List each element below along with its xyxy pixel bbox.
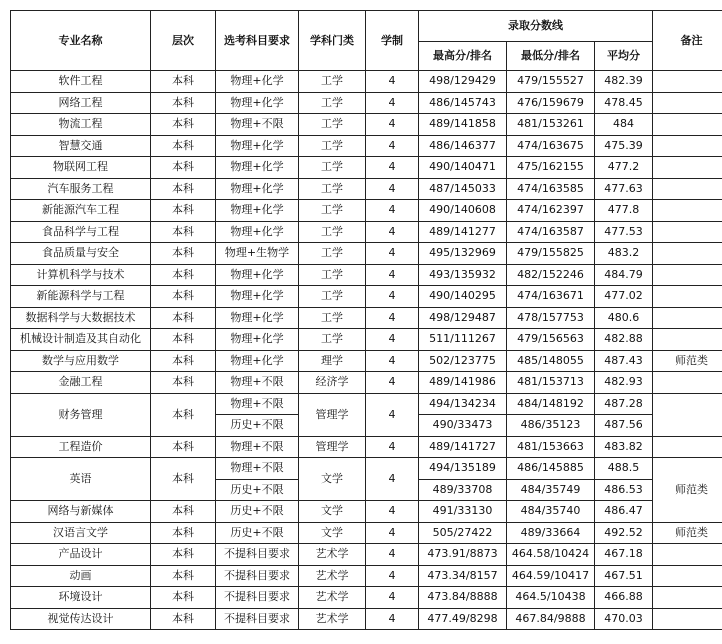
requirement-cell: 物理+化学 [216,286,299,308]
header-duration: 学制 [366,11,419,71]
duration-cell: 4 [366,393,419,436]
average-cell: 477.63 [595,178,653,200]
table-row [11,393,722,415]
lowest-cell: 464.59/10417 [507,565,595,587]
category-cell: 工学 [299,92,366,114]
average-cell: 486.47 [595,501,653,523]
lowest-cell: 486/145885 [507,458,595,480]
table-row [11,350,722,372]
note-cell: 师范类 [653,522,722,544]
level-cell: 本科 [151,178,216,200]
average-cell: 482.88 [595,329,653,351]
lowest-cell: 485/148055 [507,350,595,372]
duration-cell: 4 [366,135,419,157]
table-row [11,501,722,523]
highest-cell: 498/129429 [419,71,507,93]
category-cell: 艺术学 [299,544,366,566]
requirement-cell: 不提科目要求 [216,565,299,587]
duration-cell: 4 [366,157,419,179]
highest-cell: 477.49/8298 [419,608,507,630]
highest-cell: 489/33708 [419,479,507,501]
requirement-cell: 物理+化学 [216,135,299,157]
average-cell: 466.88 [595,587,653,609]
table-row [11,114,722,136]
highest-cell: 502/123775 [419,350,507,372]
duration-cell: 4 [366,286,419,308]
duration-cell: 4 [366,544,419,566]
major-cell: 食品质量与安全 [11,243,151,265]
table-row [11,458,722,480]
average-cell: 477.2 [595,157,653,179]
requirement-cell: 物理+化学 [216,221,299,243]
category-cell: 管理学 [299,393,366,436]
table-row [11,264,722,286]
average-cell: 487.56 [595,415,653,437]
duration-cell: 4 [366,243,419,265]
level-cell: 本科 [151,501,216,523]
level-cell: 本科 [151,221,216,243]
requirement-cell: 物理+化学 [216,200,299,222]
average-cell: 483.82 [595,436,653,458]
table-row [11,221,722,243]
category-cell: 工学 [299,178,366,200]
duration-cell: 4 [366,436,419,458]
average-cell: 482.93 [595,372,653,394]
category-cell: 文学 [299,522,366,544]
lowest-cell: 464.5/10438 [507,587,595,609]
average-cell: 478.45 [595,92,653,114]
lowest-cell: 479/156563 [507,329,595,351]
major-cell: 金融工程 [11,372,151,394]
average-cell: 487.28 [595,393,653,415]
table-row [11,92,722,114]
note-cell [653,200,722,222]
level-cell: 本科 [151,135,216,157]
table-row [11,587,722,609]
highest-cell: 490/33473 [419,415,507,437]
requirement-cell: 物理+化学 [216,178,299,200]
duration-cell: 4 [366,522,419,544]
level-cell: 本科 [151,608,216,630]
level-cell: 本科 [151,329,216,351]
average-cell: 477.02 [595,286,653,308]
highest-cell: 473.91/8873 [419,544,507,566]
highest-cell: 473.84/8888 [419,587,507,609]
note-cell [653,436,722,458]
lowest-cell: 479/155527 [507,71,595,93]
requirement-cell: 物理+不限 [216,393,299,415]
major-cell: 汽车服务工程 [11,178,151,200]
highest-cell: 511/111267 [419,329,507,351]
requirement-cell: 物理+不限 [216,372,299,394]
header-average: 平均分 [595,42,653,71]
note-cell [653,71,722,93]
level-cell: 本科 [151,565,216,587]
highest-cell: 489/141277 [419,221,507,243]
duration-cell: 4 [366,565,419,587]
highest-cell: 498/129487 [419,307,507,329]
note-cell [653,135,722,157]
lowest-cell: 482/152246 [507,264,595,286]
major-cell: 数据科学与大数据技术 [11,307,151,329]
level-cell: 本科 [151,372,216,394]
requirement-cell: 物理+化学 [216,350,299,372]
average-cell: 484.79 [595,264,653,286]
lowest-cell: 484/35740 [507,501,595,523]
average-cell: 475.39 [595,135,653,157]
note-cell [653,587,722,609]
table-row [11,522,722,544]
category-cell: 文学 [299,458,366,501]
highest-cell: 489/141858 [419,114,507,136]
duration-cell: 4 [366,114,419,136]
header-subject-requirement: 选考科目要求 [216,11,299,71]
highest-cell: 486/145743 [419,92,507,114]
major-cell: 英语 [11,458,151,501]
highest-cell: 473.34/8157 [419,565,507,587]
duration-cell: 4 [366,587,419,609]
table-row [11,608,722,630]
duration-cell: 4 [366,71,419,93]
major-cell: 网络与新媒体 [11,501,151,523]
table-row [11,372,722,394]
requirement-cell: 历史+不限 [216,501,299,523]
lowest-cell: 479/155825 [507,243,595,265]
major-cell: 软件工程 [11,71,151,93]
major-cell: 新能源科学与工程 [11,286,151,308]
lowest-cell: 484/148192 [507,393,595,415]
highest-cell: 490/140471 [419,157,507,179]
level-cell: 本科 [151,71,216,93]
note-cell [653,264,722,286]
average-cell: 467.18 [595,544,653,566]
requirement-cell: 物理+化学 [216,71,299,93]
table-row [11,135,722,157]
header-scores: 录取分数线 [419,11,653,42]
lowest-cell: 481/153261 [507,114,595,136]
major-cell: 机械设计制造及其自动化 [11,329,151,351]
category-cell: 工学 [299,264,366,286]
major-cell: 工程造价 [11,436,151,458]
category-cell: 艺术学 [299,608,366,630]
category-cell: 工学 [299,307,366,329]
table-row [11,436,722,458]
requirement-cell: 物理+生物学 [216,243,299,265]
lowest-cell: 474/163587 [507,221,595,243]
duration-cell: 4 [366,307,419,329]
header-lowest: 最低分/排名 [507,42,595,71]
requirement-cell: 物理+不限 [216,436,299,458]
major-cell: 物流工程 [11,114,151,136]
note-cell [653,372,722,394]
category-cell: 管理学 [299,436,366,458]
average-cell: 480.6 [595,307,653,329]
note-cell [653,92,722,114]
major-cell: 网络工程 [11,92,151,114]
note-cell: 师范类 [653,350,722,372]
lowest-cell: 481/153713 [507,372,595,394]
table-row [11,565,722,587]
major-cell: 物联网工程 [11,157,151,179]
level-cell: 本科 [151,587,216,609]
requirement-cell: 物理+化学 [216,92,299,114]
highest-cell: 505/27422 [419,522,507,544]
highest-cell: 494/135189 [419,458,507,480]
duration-cell: 4 [366,350,419,372]
requirement-cell: 物理+化学 [216,264,299,286]
lowest-cell: 484/35749 [507,479,595,501]
level-cell: 本科 [151,200,216,222]
level-cell: 本科 [151,393,216,436]
lowest-cell: 481/153663 [507,436,595,458]
highest-cell: 494/134234 [419,393,507,415]
category-cell: 工学 [299,114,366,136]
category-cell: 工学 [299,135,366,157]
requirement-cell: 历史+不限 [216,479,299,501]
requirement-cell: 物理+化学 [216,329,299,351]
duration-cell: 4 [366,608,419,630]
level-cell: 本科 [151,264,216,286]
lowest-cell: 474/163675 [507,135,595,157]
note-cell [653,329,722,351]
note-cell [653,393,722,436]
major-cell: 汉语言文学 [11,522,151,544]
note-cell [653,114,722,136]
table-row [11,544,722,566]
average-cell: 482.39 [595,71,653,93]
duration-cell: 4 [366,200,419,222]
table-row [11,243,722,265]
note-cell [653,178,722,200]
highest-cell: 495/132969 [419,243,507,265]
major-cell: 视觉传达设计 [11,608,151,630]
level-cell: 本科 [151,436,216,458]
requirement-cell: 物理+化学 [216,157,299,179]
requirement-cell: 不提科目要求 [216,608,299,630]
major-cell: 智慧交通 [11,135,151,157]
lowest-cell: 478/157753 [507,307,595,329]
level-cell: 本科 [151,114,216,136]
major-cell: 产品设计 [11,544,151,566]
lowest-cell: 474/163585 [507,178,595,200]
level-cell: 本科 [151,92,216,114]
major-cell: 数学与应用数学 [11,350,151,372]
category-cell: 艺术学 [299,565,366,587]
requirement-cell: 物理+化学 [216,307,299,329]
table-row [11,329,722,351]
header-major: 专业名称 [11,11,151,71]
major-cell: 新能源汽车工程 [11,200,151,222]
category-cell: 工学 [299,243,366,265]
table-row [11,286,722,308]
average-cell: 467.51 [595,565,653,587]
highest-cell: 490/140608 [419,200,507,222]
lowest-cell: 475/162155 [507,157,595,179]
duration-cell: 4 [366,92,419,114]
admission-score-table [10,10,722,630]
note-cell [653,157,722,179]
duration-cell: 4 [366,264,419,286]
category-cell: 工学 [299,71,366,93]
average-cell: 487.43 [595,350,653,372]
average-cell: 477.8 [595,200,653,222]
major-cell: 计算机科学与技术 [11,264,151,286]
header-level: 层次 [151,11,216,71]
note-cell [653,544,722,566]
highest-cell: 489/141727 [419,436,507,458]
note-cell [653,243,722,265]
duration-cell: 4 [366,372,419,394]
lowest-cell: 476/159679 [507,92,595,114]
requirement-cell: 物理+不限 [216,458,299,480]
average-cell: 470.03 [595,608,653,630]
note-cell [653,221,722,243]
average-cell: 492.52 [595,522,653,544]
highest-cell: 486/146377 [419,135,507,157]
level-cell: 本科 [151,458,216,501]
duration-cell: 4 [366,178,419,200]
table-row [11,178,722,200]
category-cell: 艺术学 [299,587,366,609]
average-cell: 483.2 [595,243,653,265]
category-cell: 理学 [299,350,366,372]
category-cell: 工学 [299,329,366,351]
note-cell: 师范类 [653,458,722,523]
duration-cell: 4 [366,329,419,351]
lowest-cell: 489/33664 [507,522,595,544]
requirement-cell: 历史+不限 [216,522,299,544]
major-cell: 食品科学与工程 [11,221,151,243]
category-cell: 工学 [299,221,366,243]
note-cell [653,307,722,329]
note-cell [653,565,722,587]
requirement-cell: 不提科目要求 [216,544,299,566]
lowest-cell: 474/163671 [507,286,595,308]
level-cell: 本科 [151,157,216,179]
highest-cell: 489/141986 [419,372,507,394]
level-cell: 本科 [151,350,216,372]
duration-cell: 4 [366,501,419,523]
average-cell: 488.5 [595,458,653,480]
duration-cell: 4 [366,458,419,501]
highest-cell: 493/135932 [419,264,507,286]
category-cell: 工学 [299,157,366,179]
highest-cell: 487/145033 [419,178,507,200]
category-cell: 工学 [299,286,366,308]
level-cell: 本科 [151,286,216,308]
requirement-cell: 物理+不限 [216,114,299,136]
average-cell: 484 [595,114,653,136]
lowest-cell: 474/162397 [507,200,595,222]
lowest-cell: 467.84/9888 [507,608,595,630]
major-cell: 环境设计 [11,587,151,609]
header-row [11,11,722,42]
category-cell: 经济学 [299,372,366,394]
major-cell: 动画 [11,565,151,587]
requirement-cell: 历史+不限 [216,415,299,437]
duration-cell: 4 [366,221,419,243]
category-cell: 文学 [299,501,366,523]
header-highest: 最高分/排名 [419,42,507,71]
header-notes: 备注 [653,11,722,71]
level-cell: 本科 [151,522,216,544]
category-cell: 工学 [299,200,366,222]
level-cell: 本科 [151,307,216,329]
note-cell [653,608,722,630]
table-row [11,200,722,222]
lowest-cell: 486/35123 [507,415,595,437]
level-cell: 本科 [151,243,216,265]
level-cell: 本科 [151,544,216,566]
header-category: 学科门类 [299,11,366,71]
lowest-cell: 464.58/10424 [507,544,595,566]
note-cell [653,286,722,308]
average-cell: 477.53 [595,221,653,243]
highest-cell: 490/140295 [419,286,507,308]
table-row [11,71,722,93]
highest-cell: 491/33130 [419,501,507,523]
average-cell: 486.53 [595,479,653,501]
table-row [11,157,722,179]
requirement-cell: 不提科目要求 [216,587,299,609]
table-row [11,307,722,329]
major-cell: 财务管理 [11,393,151,436]
